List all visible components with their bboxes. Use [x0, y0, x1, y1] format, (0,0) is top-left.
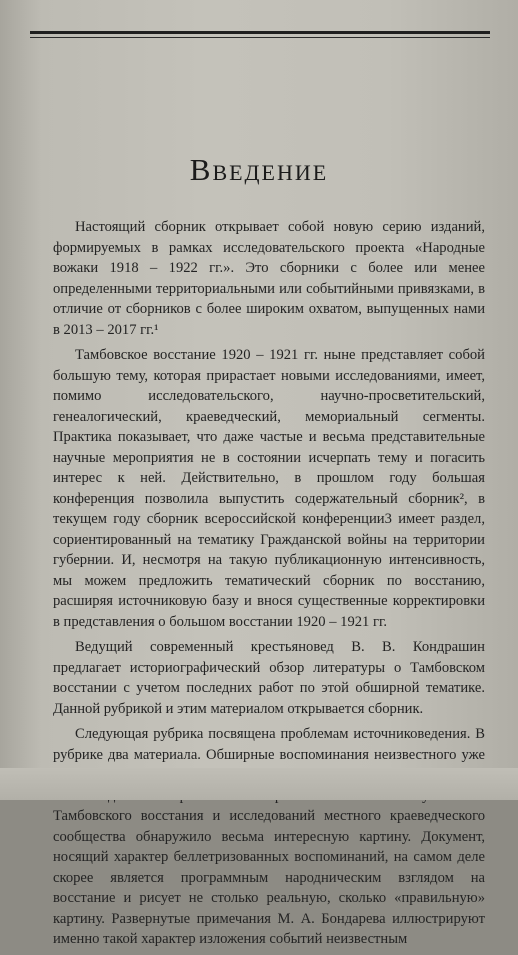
paragraph-4: Следующая рубрика посвящена проблемам источниковедения. В рубрике два материала. Обширные воспоминания неизвестного уже Тамбовского восстания и исследований местного краеведческого сообщества обнаружило весьма интересную картину. Документ, носящий характер беллетризованных воспоминаний, на самом деле скорее является программным народническим взглядом на восстание и рисует не столько реальную, сколько «правильную» картину. Развернутые примечания М. А. Бондарева иллюстрируют именно такой характер изложения событий неизвестным	[53, 726, 485, 947]
chapter-title: Введение	[189, 151, 329, 187]
header-rule-thin	[30, 37, 490, 38]
paragraph-2: Тамбовское восстание 1920 – 1921 гг. ныне представляет собой большую тему, которая прирастает новыми исследованиями, имеет, помимо исследовательского, научно-просветительский, генеалогический, краеведческий, мемориальный сегменты. Практика показывает, что даже частые и весьма представительные научные мероприятия не в состоянии исчерпать тему и погасить интерес к ней. Действительно, в прошлом году большая конференция позволила выпустить содержательный сборник², в текущем году сборник всероссийской конференции3 имеет раздел, сориентированный на тематику Гражданской войны на территории губернии. И, несмотря на такую публикационную интенсивность, мы можем предложить тематический сборник по восстанию, расширяя источниковую базу и внося существенные корректировки в представления о большом восстании 1920 – 1921 гг.	[53, 347, 485, 630]
paragraph-3: Ведущий современный крестьяновед В. В. Кондрашин предлагает историографический обзор литературы о Тамбовском восстании с учетом последних работ по этой обширной тематике. Данной рубрикой и этим материалом открывается сборник.	[53, 639, 485, 717]
paragraph-1: Настоящий сборник открывает собой новую серию изданий, формируемых в рамках исследовательского проекта «Народные вожаки 1918 – 1922 гг.». Это сборники с более или менее определенными территориальными или событийными привязками, в отличие от сборников с более широким охватом, выпущенных нами в 2013 – 2017 гг.¹	[53, 219, 485, 338]
body-text	[53, 217, 485, 955]
page-bottom-edge	[0, 768, 518, 800]
header-rule-thick	[30, 31, 490, 34]
